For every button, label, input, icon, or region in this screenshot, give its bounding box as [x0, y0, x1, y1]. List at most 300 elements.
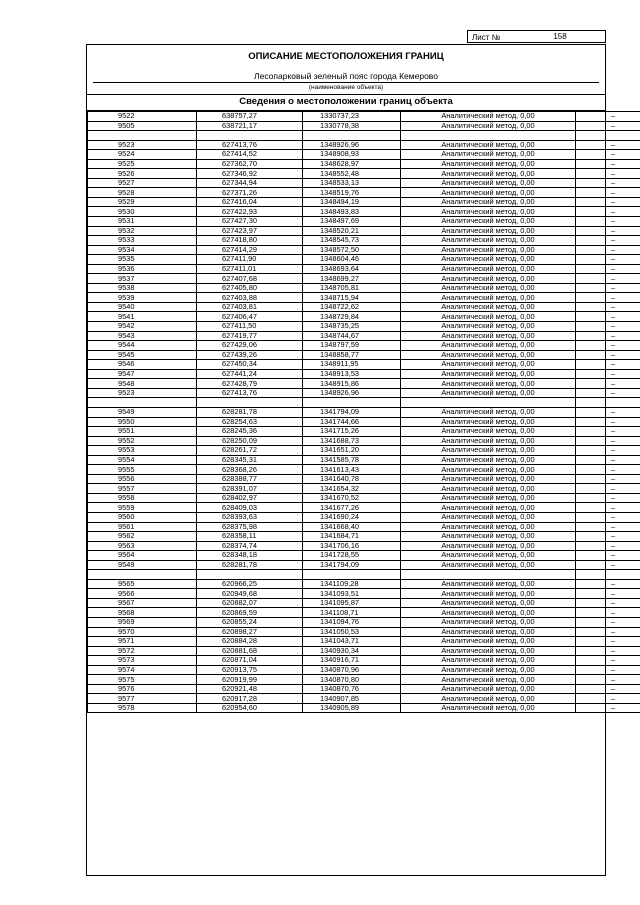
method-accuracy-cell: Аналитический метод, 0,00 [401, 493, 576, 503]
method-accuracy-cell: Аналитический метод, 0,00 [401, 169, 576, 179]
description-cell: – [576, 302, 640, 312]
point-number-cell: 9568 [88, 608, 197, 618]
point-number-cell: 9523 [88, 388, 197, 398]
description-cell: – [576, 407, 640, 417]
method-accuracy-cell: Аналитический метод, 0,00 [401, 207, 576, 217]
object-name-caption: (наименование объекта) [308, 84, 384, 91]
point-number-cell: 9542 [88, 322, 197, 332]
table-row [88, 512, 640, 522]
y-coordinate-cell: 1348572,50 [303, 245, 401, 255]
table-row [88, 312, 640, 322]
y-coordinate-cell: 1348693,64 [303, 264, 401, 274]
table-row [88, 188, 640, 198]
method-accuracy-cell: Аналитический метод, 0,00 [401, 159, 576, 169]
point-number-cell: 9522 [88, 112, 197, 122]
y-coordinate-cell: 1341585,78 [303, 455, 401, 465]
description-cell: – [576, 207, 640, 217]
table-row [88, 274, 640, 284]
y-coordinate-cell: 1341668,40 [303, 522, 401, 532]
x-coordinate-cell: 620871,04 [197, 656, 303, 666]
point-number-cell: 9556 [88, 474, 197, 484]
x-coordinate-cell: 627414,29 [197, 245, 303, 255]
table-row [88, 465, 640, 475]
point-number-cell: 9555 [88, 465, 197, 475]
description-cell: – [576, 617, 640, 627]
document-title: ОПИСАНИЕ МЕСТОПОЛОЖЕНИЯ ГРАНИЦ [248, 51, 444, 62]
table-row [88, 541, 640, 551]
description-cell: – [576, 245, 640, 255]
y-coordinate-cell: 1341715,26 [303, 427, 401, 437]
x-coordinate-cell: 628245,36 [197, 427, 303, 437]
table-row [88, 283, 640, 293]
y-coordinate-cell: 1341688,73 [303, 436, 401, 446]
y-coordinate-cell: 1348729,84 [303, 312, 401, 322]
method-accuracy-cell: Аналитический метод, 0,00 [401, 388, 576, 398]
point-number-cell: 9531 [88, 217, 197, 227]
table-row [88, 226, 640, 236]
x-coordinate-cell: 628375,98 [197, 522, 303, 532]
table-row [88, 560, 640, 570]
point-number-cell: 9540 [88, 302, 197, 312]
y-coordinate-cell: 1340870,96 [303, 665, 401, 675]
table-row [88, 675, 640, 685]
table-row [88, 197, 640, 207]
method-accuracy-cell: Аналитический метод, 0,00 [401, 407, 576, 417]
table-row [88, 236, 640, 246]
point-number-cell: 9567 [88, 598, 197, 608]
y-coordinate-cell: 1340870,80 [303, 675, 401, 685]
empty-cell [197, 398, 303, 408]
point-number-cell: 9552 [88, 436, 197, 446]
description-cell: – [576, 283, 640, 293]
coordinates-table-body [88, 112, 640, 713]
point-number-cell: 9544 [88, 341, 197, 351]
table-row [88, 350, 640, 360]
table-row [88, 598, 640, 608]
x-coordinate-cell: 628358,11 [197, 532, 303, 542]
method-accuracy-cell: Аналитический метод, 0,00 [401, 608, 576, 618]
description-cell: – [576, 226, 640, 236]
description-cell: – [576, 197, 640, 207]
point-number-cell: 9565 [88, 579, 197, 589]
section-title: Сведения о местоположении границ объекта [87, 94, 605, 111]
point-number-cell: 9553 [88, 446, 197, 456]
table-row [88, 474, 640, 484]
description-cell: – [576, 646, 640, 656]
point-number-cell: 9526 [88, 169, 197, 179]
description-cell: – [576, 589, 640, 599]
table-row [88, 627, 640, 637]
method-accuracy-cell: Аналитический метод, 0,00 [401, 665, 576, 675]
description-cell: – [576, 560, 640, 570]
point-number-cell: 9578 [88, 703, 197, 713]
point-number-cell: 9530 [88, 207, 197, 217]
y-coordinate-cell: 1348797,59 [303, 341, 401, 351]
method-accuracy-cell: Аналитический метод, 0,00 [401, 560, 576, 570]
description-cell: – [576, 436, 640, 446]
table-row [88, 302, 640, 312]
table-row [88, 417, 640, 427]
description-cell: – [576, 341, 640, 351]
x-coordinate-cell: 620913,75 [197, 665, 303, 675]
x-coordinate-cell: 628368,26 [197, 465, 303, 475]
point-number-cell: 9533 [88, 236, 197, 246]
description-cell: – [576, 169, 640, 179]
method-accuracy-cell: Аналитический метод, 0,00 [401, 703, 576, 713]
table-row [88, 331, 640, 341]
description-cell: – [576, 360, 640, 370]
description-cell: – [576, 121, 640, 131]
method-accuracy-cell: Аналитический метод, 0,00 [401, 474, 576, 484]
x-coordinate-cell: 638757,27 [197, 112, 303, 122]
y-coordinate-cell: 1341690,24 [303, 512, 401, 522]
x-coordinate-cell: 628281,78 [197, 560, 303, 570]
description-cell: – [576, 274, 640, 284]
point-number-cell: 9563 [88, 541, 197, 551]
description-cell: – [576, 350, 640, 360]
description-cell: – [576, 322, 640, 332]
point-number-cell: 9548 [88, 379, 197, 389]
point-number-cell: 9536 [88, 264, 197, 274]
y-coordinate-cell: 1341794,09 [303, 407, 401, 417]
x-coordinate-cell: 627362,70 [197, 159, 303, 169]
x-coordinate-cell: 627407,68 [197, 274, 303, 284]
description-cell: – [576, 608, 640, 618]
y-coordinate-cell: 1341043,71 [303, 637, 401, 647]
table-row [88, 684, 640, 694]
method-accuracy-cell: Аналитический метод, 0,00 [401, 455, 576, 465]
table-row [88, 608, 640, 618]
method-accuracy-cell: Аналитический метод, 0,00 [401, 675, 576, 685]
table-row [88, 217, 640, 227]
table-row [88, 665, 640, 675]
description-cell: – [576, 427, 640, 437]
point-number-cell: 9557 [88, 484, 197, 494]
x-coordinate-cell: 628254,63 [197, 417, 303, 427]
description-cell: – [576, 665, 640, 675]
y-coordinate-cell: 1340907,85 [303, 694, 401, 704]
description-cell: – [576, 312, 640, 322]
point-number-cell: 9546 [88, 360, 197, 370]
method-accuracy-cell: Аналитический метод, 0,00 [401, 512, 576, 522]
table-row [88, 379, 640, 389]
description-cell: – [576, 159, 640, 169]
y-coordinate-cell: 1348552,48 [303, 169, 401, 179]
point-number-cell: 9537 [88, 274, 197, 284]
method-accuracy-cell: Аналитический метод, 0,00 [401, 541, 576, 551]
point-number-cell: 9554 [88, 455, 197, 465]
point-number-cell: 9538 [88, 283, 197, 293]
x-coordinate-cell: 627419,77 [197, 331, 303, 341]
sheet-number-value: 158 [536, 32, 584, 43]
description-cell: – [576, 598, 640, 608]
x-coordinate-cell: 628409,03 [197, 503, 303, 513]
method-accuracy-cell: Аналитический метод, 0,00 [401, 617, 576, 627]
point-number-cell: 9539 [88, 293, 197, 303]
method-accuracy-cell: Аналитический метод, 0,00 [401, 436, 576, 446]
table-row [88, 446, 640, 456]
method-accuracy-cell: Аналитический метод, 0,00 [401, 293, 576, 303]
table-row [88, 427, 640, 437]
point-number-cell: 9523 [88, 140, 197, 150]
table-row [88, 178, 640, 188]
y-coordinate-cell: 1348735,25 [303, 322, 401, 332]
method-accuracy-cell: Аналитический метод, 0,00 [401, 484, 576, 494]
x-coordinate-cell: 627413,76 [197, 388, 303, 398]
y-coordinate-cell: 1348715,94 [303, 293, 401, 303]
method-accuracy-cell: Аналитический метод, 0,00 [401, 188, 576, 198]
description-cell: – [576, 541, 640, 551]
method-accuracy-cell: Аналитический метод, 0,00 [401, 121, 576, 131]
empty-cell [401, 131, 576, 141]
method-accuracy-cell: Аналитический метод, 0,00 [401, 694, 576, 704]
table-row [88, 293, 640, 303]
x-coordinate-cell: 628391,07 [197, 484, 303, 494]
method-accuracy-cell: Аналитический метод, 0,00 [401, 598, 576, 608]
point-number-cell: 9545 [88, 350, 197, 360]
point-number-cell: 9559 [88, 503, 197, 513]
description-cell: – [576, 293, 640, 303]
x-coordinate-cell: 627414,52 [197, 150, 303, 160]
x-coordinate-cell: 628345,31 [197, 455, 303, 465]
table-row [88, 551, 640, 561]
y-coordinate-cell: 1341728,55 [303, 551, 401, 561]
y-coordinate-cell: 1348722,62 [303, 302, 401, 312]
x-coordinate-cell: 620855,24 [197, 617, 303, 627]
description-cell: – [576, 369, 640, 379]
empty-cell [576, 570, 640, 580]
y-coordinate-cell: 1348744,67 [303, 331, 401, 341]
method-accuracy-cell: Аналитический метод, 0,00 [401, 197, 576, 207]
x-coordinate-cell: 628393,63 [197, 512, 303, 522]
y-coordinate-cell: 1341684,71 [303, 532, 401, 542]
empty-cell [401, 398, 576, 408]
method-accuracy-cell: Аналитический метод, 0,00 [401, 369, 576, 379]
method-accuracy-cell: Аналитический метод, 0,00 [401, 274, 576, 284]
table-row [88, 140, 640, 150]
method-accuracy-cell: Аналитический метод, 0,00 [401, 322, 576, 332]
method-accuracy-cell: Аналитический метод, 0,00 [401, 178, 576, 188]
x-coordinate-cell: 627403,81 [197, 302, 303, 312]
x-coordinate-cell: 628250,09 [197, 436, 303, 446]
point-number-cell: 9532 [88, 226, 197, 236]
table-row-separator [88, 398, 640, 408]
description-cell: – [576, 522, 640, 532]
x-coordinate-cell: 627405,80 [197, 283, 303, 293]
y-coordinate-cell: 1348520,21 [303, 226, 401, 236]
point-number-cell: 9551 [88, 427, 197, 437]
x-coordinate-cell: 627411,90 [197, 255, 303, 265]
point-number-cell: 9575 [88, 675, 197, 685]
x-coordinate-cell: 627427,30 [197, 217, 303, 227]
y-coordinate-cell: 1341706,16 [303, 541, 401, 551]
table-row [88, 637, 640, 647]
method-accuracy-cell: Аналитический метод, 0,00 [401, 417, 576, 427]
table-row [88, 388, 640, 398]
y-coordinate-cell: 1341670,52 [303, 493, 401, 503]
point-number-cell: 9550 [88, 417, 197, 427]
method-accuracy-cell: Аналитический метод, 0,00 [401, 112, 576, 122]
method-accuracy-cell: Аналитический метод, 0,00 [401, 312, 576, 322]
method-accuracy-cell: Аналитический метод, 0,00 [401, 283, 576, 293]
x-coordinate-cell: 628261,72 [197, 446, 303, 456]
x-coordinate-cell: 627346,92 [197, 169, 303, 179]
table-row [88, 617, 640, 627]
description-cell: – [576, 446, 640, 456]
y-coordinate-cell: 1341677,26 [303, 503, 401, 513]
method-accuracy-cell: Аналитический метод, 0,00 [401, 255, 576, 265]
table-row [88, 589, 640, 599]
x-coordinate-cell: 620869,59 [197, 608, 303, 618]
method-accuracy-cell: Аналитический метод, 0,00 [401, 140, 576, 150]
y-coordinate-cell: 1348858,77 [303, 350, 401, 360]
x-coordinate-cell: 627439,26 [197, 350, 303, 360]
method-accuracy-cell: Аналитический метод, 0,00 [401, 465, 576, 475]
object-name: Лесопарковый зеленый пояс города Кемерово [254, 71, 438, 81]
method-accuracy-cell: Аналитический метод, 0,00 [401, 627, 576, 637]
method-accuracy-cell: Аналитический метод, 0,00 [401, 379, 576, 389]
point-number-cell: 9572 [88, 646, 197, 656]
x-coordinate-cell: 627371,26 [197, 188, 303, 198]
empty-cell [197, 131, 303, 141]
point-number-cell: 9558 [88, 493, 197, 503]
method-accuracy-cell: Аналитический метод, 0,00 [401, 637, 576, 647]
y-coordinate-cell: 1341050,53 [303, 627, 401, 637]
empty-cell [197, 570, 303, 580]
y-coordinate-cell: 1348493,83 [303, 207, 401, 217]
y-coordinate-cell: 1348908,93 [303, 150, 401, 160]
empty-cell [303, 398, 401, 408]
table-row [88, 407, 640, 417]
point-number-cell: 9534 [88, 245, 197, 255]
description-cell: – [576, 579, 640, 589]
table-row-separator [88, 131, 640, 141]
table-row [88, 207, 640, 217]
y-coordinate-cell: 1348911,95 [303, 360, 401, 370]
y-coordinate-cell: 1341654,32 [303, 484, 401, 494]
y-coordinate-cell: 1348497,69 [303, 217, 401, 227]
description-cell: – [576, 675, 640, 685]
y-coordinate-cell: 1348494,19 [303, 197, 401, 207]
point-number-cell: 9576 [88, 684, 197, 694]
method-accuracy-cell: Аналитический метод, 0,00 [401, 226, 576, 236]
method-accuracy-cell: Аналитический метод, 0,00 [401, 503, 576, 513]
point-number-cell: 9574 [88, 665, 197, 675]
x-coordinate-cell: 620881,68 [197, 646, 303, 656]
empty-cell [303, 570, 401, 580]
description-cell: – [576, 684, 640, 694]
x-coordinate-cell: 628348,18 [197, 551, 303, 561]
table-row [88, 579, 640, 589]
point-number-cell: 9505 [88, 121, 197, 131]
point-number-cell: 9571 [88, 637, 197, 647]
point-number-cell: 9529 [88, 197, 197, 207]
description-cell: – [576, 455, 640, 465]
x-coordinate-cell: 628374,74 [197, 541, 303, 551]
y-coordinate-cell: 1348926,96 [303, 388, 401, 398]
y-coordinate-cell: 1341109,28 [303, 579, 401, 589]
x-coordinate-cell: 627413,76 [197, 140, 303, 150]
y-coordinate-cell: 1348915,86 [303, 379, 401, 389]
y-coordinate-cell: 1330778,38 [303, 121, 401, 131]
method-accuracy-cell: Аналитический метод, 0,00 [401, 427, 576, 437]
table-row [88, 255, 640, 265]
y-coordinate-cell: 1348926,96 [303, 140, 401, 150]
description-cell: – [576, 493, 640, 503]
y-coordinate-cell: 1341651,20 [303, 446, 401, 456]
empty-cell [576, 398, 640, 408]
description-cell: – [576, 532, 640, 542]
table-row [88, 360, 640, 370]
description-cell: – [576, 512, 640, 522]
x-coordinate-cell: 620884,28 [197, 637, 303, 647]
x-coordinate-cell: 628388,77 [197, 474, 303, 484]
method-accuracy-cell: Аналитический метод, 0,00 [401, 446, 576, 456]
point-number-cell: 9535 [88, 255, 197, 265]
x-coordinate-cell: 627403,88 [197, 293, 303, 303]
point-number-cell: 9564 [88, 551, 197, 561]
x-coordinate-cell: 627411,50 [197, 322, 303, 332]
description-cell: – [576, 178, 640, 188]
y-coordinate-cell: 1341108,71 [303, 608, 401, 618]
x-coordinate-cell: 627429,06 [197, 341, 303, 351]
method-accuracy-cell: Аналитический метод, 0,00 [401, 522, 576, 532]
method-accuracy-cell: Аналитический метод, 0,00 [401, 150, 576, 160]
method-accuracy-cell: Аналитический метод, 0,00 [401, 236, 576, 246]
description-cell: – [576, 637, 640, 647]
description-cell: – [576, 551, 640, 561]
method-accuracy-cell: Аналитический метод, 0,00 [401, 579, 576, 589]
x-coordinate-cell: 627416,04 [197, 197, 303, 207]
point-number-cell: 9560 [88, 512, 197, 522]
description-cell: – [576, 150, 640, 160]
point-number-cell: 9549 [88, 407, 197, 417]
description-cell: – [576, 627, 640, 637]
point-number-cell: 9524 [88, 150, 197, 160]
method-accuracy-cell: Аналитический метод, 0,00 [401, 264, 576, 274]
y-coordinate-cell: 1340905,89 [303, 703, 401, 713]
x-coordinate-cell: 620919,99 [197, 675, 303, 685]
description-cell: – [576, 379, 640, 389]
method-accuracy-cell: Аналитический метод, 0,00 [401, 350, 576, 360]
empty-cell [88, 570, 197, 580]
method-accuracy-cell: Аналитический метод, 0,00 [401, 341, 576, 351]
description-cell: – [576, 140, 640, 150]
y-coordinate-cell: 1341095,87 [303, 598, 401, 608]
y-coordinate-cell: 1348913,53 [303, 369, 401, 379]
method-accuracy-cell: Аналитический метод, 0,00 [401, 217, 576, 227]
description-cell: – [576, 465, 640, 475]
method-accuracy-cell: Аналитический метод, 0,00 [401, 302, 576, 312]
x-coordinate-cell: 620954,60 [197, 703, 303, 713]
table-row [88, 245, 640, 255]
method-accuracy-cell: Аналитический метод, 0,00 [401, 360, 576, 370]
empty-cell [88, 398, 197, 408]
point-number-cell: 9573 [88, 656, 197, 666]
point-number-cell: 9549 [88, 560, 197, 570]
table-row [88, 493, 640, 503]
description-cell: – [576, 388, 640, 398]
description-cell: – [576, 264, 640, 274]
x-coordinate-cell: 627422,93 [197, 207, 303, 217]
table-row [88, 656, 640, 666]
table-row [88, 484, 640, 494]
x-coordinate-cell: 627411,01 [197, 264, 303, 274]
x-coordinate-cell: 620921,48 [197, 684, 303, 694]
description-cell: – [576, 703, 640, 713]
y-coordinate-cell: 1348705,81 [303, 283, 401, 293]
sheet-number-label: Лист № [472, 33, 501, 42]
